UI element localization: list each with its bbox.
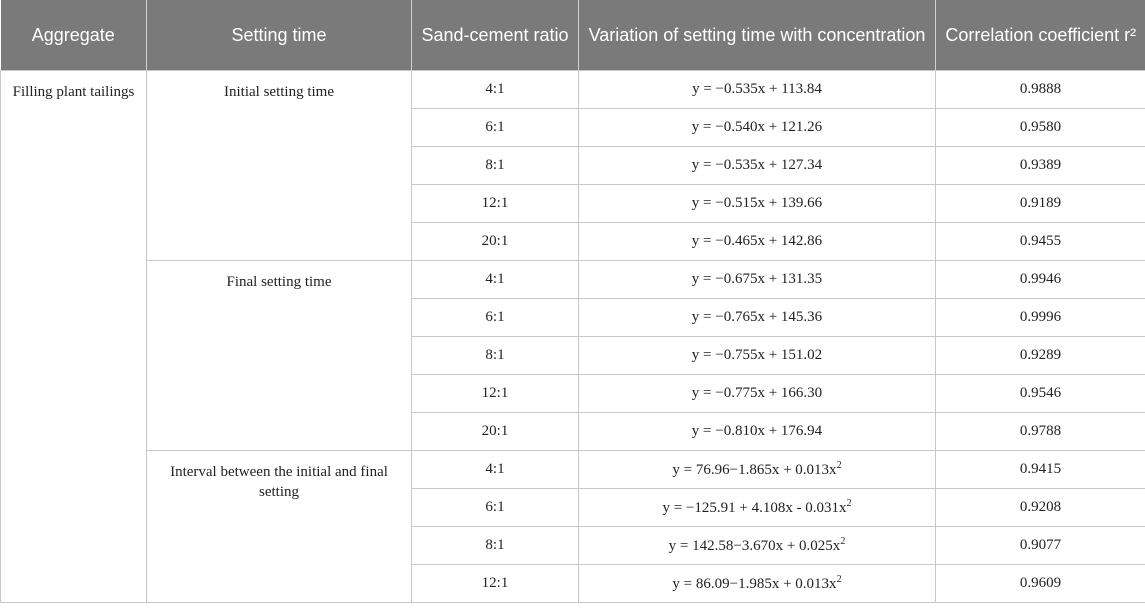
exponent: 2 xyxy=(840,536,846,547)
header-setting-time: Setting time xyxy=(147,0,412,71)
ratio-cell: 6:1 xyxy=(412,109,579,147)
ratio-cell: 8:1 xyxy=(412,527,579,565)
ratio-cell: 12:1 xyxy=(412,185,579,223)
ratio-cell: 20:1 xyxy=(412,413,579,451)
r2-cell: 0.9609 xyxy=(936,565,1145,603)
ratio-cell: 4:1 xyxy=(412,261,579,299)
equation-cell: y = −0.540x + 121.26 xyxy=(579,109,936,147)
r2-cell: 0.9208 xyxy=(936,489,1145,527)
setting-time-cell: Initial setting time xyxy=(147,71,412,261)
setting-time-cell: Final setting time xyxy=(147,261,412,451)
ratio-cell: 6:1 xyxy=(412,489,579,527)
r2-cell: 0.9289 xyxy=(936,337,1145,375)
ratio-cell: 4:1 xyxy=(412,71,579,109)
table-row xyxy=(1,451,1145,489)
equation-cell: y = −0.535x + 113.84 xyxy=(579,71,936,109)
equation-cell xyxy=(579,451,936,489)
header-correlation: Correlation coefficient r² xyxy=(936,0,1145,71)
equation-text: y = −125.91 + 4.108x - 0.031x xyxy=(662,500,847,516)
ratio-cell: 6:1 xyxy=(412,299,579,337)
ratio-cell: 4:1 xyxy=(412,451,579,489)
equation-cell: y = −0.465x + 142.86 xyxy=(579,223,936,261)
r2-cell: 0.9946 xyxy=(936,261,1145,299)
exponent: 2 xyxy=(836,460,842,471)
equation-text: y = 86.09−1.985x + 0.013x xyxy=(672,576,837,592)
r2-cell: 0.9077 xyxy=(936,527,1145,565)
exponent: 2 xyxy=(846,498,852,509)
table-row xyxy=(1,261,1145,299)
header-variation: Variation of setting time with concentration xyxy=(579,0,936,71)
ratio-cell: 20:1 xyxy=(412,223,579,261)
equation-cell: y = −0.775x + 166.30 xyxy=(579,375,936,413)
equation-cell xyxy=(579,489,936,527)
equation-text: y = 142.58−3.670x + 0.025x xyxy=(668,538,841,554)
equation-cell: y = −0.535x + 127.34 xyxy=(579,147,936,185)
r2-cell: 0.9546 xyxy=(936,375,1145,413)
r2-cell: 0.9415 xyxy=(936,451,1145,489)
r2-cell: 0.9788 xyxy=(936,413,1145,451)
r2-cell: 0.9389 xyxy=(936,147,1145,185)
r2-cell: 0.9580 xyxy=(936,109,1145,147)
equation-text: y = 76.96−1.865x + 0.013x xyxy=(672,462,837,478)
header-row xyxy=(1,0,1145,71)
equation-cell xyxy=(579,565,936,603)
ratio-cell: 12:1 xyxy=(412,375,579,413)
r2-cell: 0.9888 xyxy=(936,71,1145,109)
equation-cell: y = −0.755x + 151.02 xyxy=(579,337,936,375)
exponent: 2 xyxy=(836,574,842,585)
r2-cell: 0.9996 xyxy=(936,299,1145,337)
equation-cell: y = −0.810x + 176.94 xyxy=(579,413,936,451)
ratio-cell: 8:1 xyxy=(412,337,579,375)
equation-cell: y = −0.515x + 139.66 xyxy=(579,185,936,223)
table-row xyxy=(1,71,1145,109)
equation-cell xyxy=(579,527,936,565)
equation-cell: y = −0.765x + 145.36 xyxy=(579,299,936,337)
ratio-cell: 8:1 xyxy=(412,147,579,185)
aggregate-cell: Filling plant tailings xyxy=(1,71,147,603)
header-aggregate: Aggregate xyxy=(1,0,147,71)
r2-cell: 0.9189 xyxy=(936,185,1145,223)
r2-cell: 0.9455 xyxy=(936,223,1145,261)
ratio-cell: 12:1 xyxy=(412,565,579,603)
header-sand-cement-ratio: Sand-cement ratio xyxy=(412,0,579,71)
equation-cell: y = −0.675x + 131.35 xyxy=(579,261,936,299)
setting-time-cell: Interval between the initial and final setting xyxy=(147,451,412,603)
